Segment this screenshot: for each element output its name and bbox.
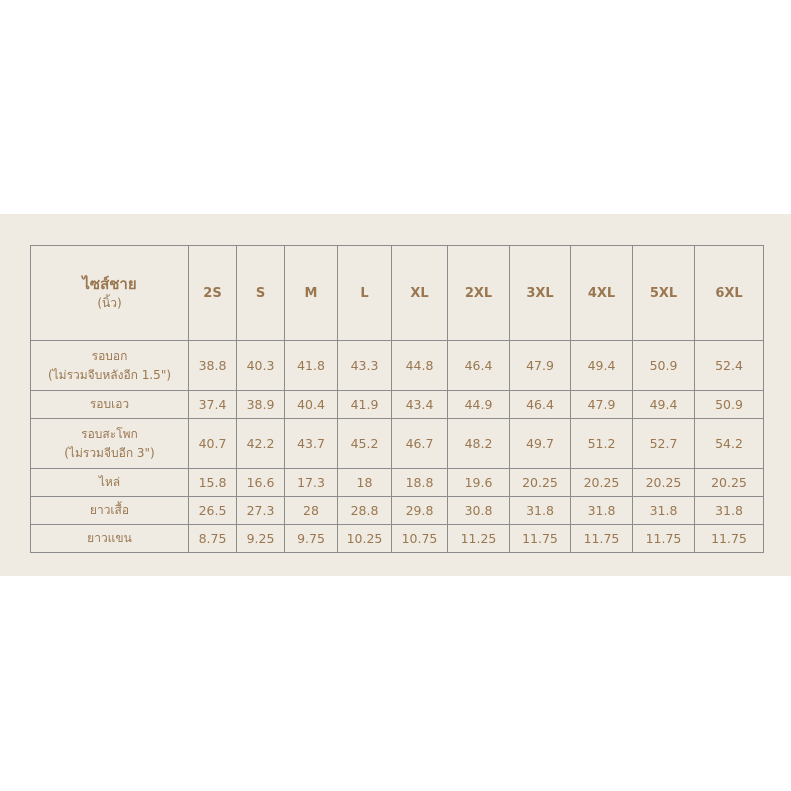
- unit-label: (นิ้ว): [97, 296, 122, 310]
- value-cell: 18.8: [392, 469, 448, 497]
- measurement-row: [31, 497, 764, 525]
- value-cell: 51.2: [571, 419, 633, 469]
- value-cell: 20.25: [571, 469, 633, 497]
- value-cell: 10.25: [338, 525, 392, 553]
- value-cell: 49.7: [510, 419, 571, 469]
- value-cell: 43.3: [338, 341, 392, 391]
- row-label: รอบเอว: [89, 397, 130, 411]
- value-cell: 11.75: [695, 525, 764, 553]
- size-header-6xl: 6XL: [695, 246, 764, 341]
- value-cell: 19.6: [448, 469, 510, 497]
- size-chart-body: [31, 246, 764, 553]
- header-row: [31, 246, 764, 341]
- measurement-row: [31, 341, 764, 391]
- row-label-cell: [31, 391, 189, 419]
- value-cell: 29.8: [392, 497, 448, 525]
- value-cell: 31.8: [695, 497, 764, 525]
- value-cell: 45.2: [338, 419, 392, 469]
- value-cell: 20.25: [510, 469, 571, 497]
- corner-cell: [31, 246, 189, 341]
- value-cell: 11.75: [510, 525, 571, 553]
- value-cell: 9.75: [285, 525, 338, 553]
- value-cell: 38.9: [237, 391, 285, 419]
- row-label-cell: [31, 497, 189, 525]
- row-label: ยาวแขน: [87, 531, 132, 545]
- size-chart-panel: [0, 214, 791, 576]
- size-header-2xl: 2XL: [448, 246, 510, 341]
- value-cell: 40.3: [237, 341, 285, 391]
- value-cell: 43.7: [285, 419, 338, 469]
- value-cell: 49.4: [633, 391, 695, 419]
- row-label: ไหล่: [98, 475, 121, 489]
- size-header-l: L: [338, 246, 392, 341]
- value-cell: 49.4: [571, 341, 633, 391]
- value-cell: 37.4: [189, 391, 237, 419]
- value-cell: 46.7: [392, 419, 448, 469]
- value-cell: 11.75: [633, 525, 695, 553]
- value-cell: 27.3: [237, 497, 285, 525]
- value-cell: 20.25: [633, 469, 695, 497]
- value-cell: 52.4: [695, 341, 764, 391]
- value-cell: 41.9: [338, 391, 392, 419]
- value-cell: 44.9: [448, 391, 510, 419]
- value-cell: 31.8: [633, 497, 695, 525]
- value-cell: 40.7: [189, 419, 237, 469]
- row-label-cell: [31, 341, 189, 391]
- row-sublabel: (ไม่รวมจีบอีก 3"): [64, 445, 155, 460]
- value-cell: 31.8: [571, 497, 633, 525]
- value-cell: 20.25: [695, 469, 764, 497]
- row-label-cell: [31, 469, 189, 497]
- value-cell: 47.9: [510, 341, 571, 391]
- value-cell: 47.9: [571, 391, 633, 419]
- value-cell: 28: [285, 497, 338, 525]
- value-cell: 44.8: [392, 341, 448, 391]
- value-cell: 50.9: [695, 391, 764, 419]
- value-cell: 9.25: [237, 525, 285, 553]
- value-cell: 17.3: [285, 469, 338, 497]
- value-cell: 8.75: [189, 525, 237, 553]
- size-header-xl: XL: [392, 246, 448, 341]
- row-sublabel: (ไม่รวมจีบหลังอีก 1.5"): [47, 367, 172, 382]
- size-header-2s: 2S: [189, 246, 237, 341]
- value-cell: 30.8: [448, 497, 510, 525]
- value-cell: 16.6: [237, 469, 285, 497]
- value-cell: 50.9: [633, 341, 695, 391]
- value-cell: 46.4: [448, 341, 510, 391]
- value-cell: 15.8: [189, 469, 237, 497]
- size-header-s: S: [237, 246, 285, 341]
- value-cell: 38.8: [189, 341, 237, 391]
- value-cell: 46.4: [510, 391, 571, 419]
- value-cell: 11.75: [571, 525, 633, 553]
- measurement-row: [31, 525, 764, 553]
- size-chart-title: ไซส์ชาย: [82, 275, 137, 293]
- size-chart-table: [30, 245, 764, 553]
- row-label-cell: [31, 419, 189, 469]
- measurement-row: [31, 391, 764, 419]
- measurement-row: [31, 469, 764, 497]
- value-cell: 41.8: [285, 341, 338, 391]
- value-cell: 31.8: [510, 497, 571, 525]
- value-cell: 26.5: [189, 497, 237, 525]
- row-label-cell: [31, 525, 189, 553]
- value-cell: 52.7: [633, 419, 695, 469]
- value-cell: 43.4: [392, 391, 448, 419]
- value-cell: 48.2: [448, 419, 510, 469]
- value-cell: 10.75: [392, 525, 448, 553]
- value-cell: 11.25: [448, 525, 510, 553]
- value-cell: 54.2: [695, 419, 764, 469]
- measurement-row: [31, 419, 764, 469]
- size-header-m: M: [285, 246, 338, 341]
- row-label: ยาวเสื้อ: [89, 503, 130, 517]
- size-header-4xl: 4XL: [571, 246, 633, 341]
- value-cell: 28.8: [338, 497, 392, 525]
- value-cell: 18: [338, 469, 392, 497]
- value-cell: 40.4: [285, 391, 338, 419]
- size-header-5xl: 5XL: [633, 246, 695, 341]
- row-label: รอบสะโพก: [81, 426, 138, 441]
- value-cell: 42.2: [237, 419, 285, 469]
- size-header-3xl: 3XL: [510, 246, 571, 341]
- row-label: รอบอก: [91, 348, 128, 363]
